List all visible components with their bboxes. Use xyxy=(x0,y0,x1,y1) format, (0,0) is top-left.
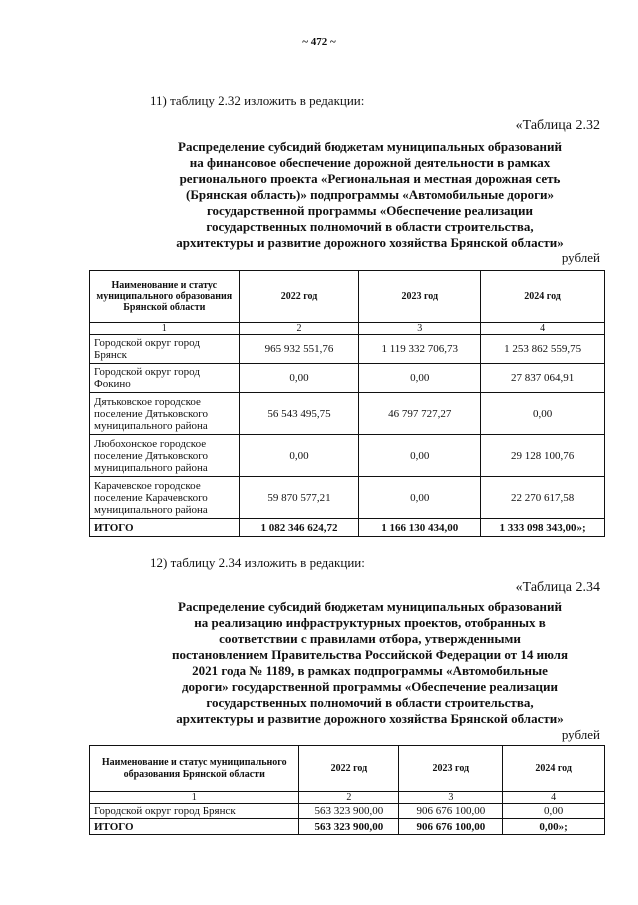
row-value-2024: 0,00 xyxy=(481,393,605,435)
row-value-2022: 563 323 900,00 xyxy=(299,804,399,819)
heading-line: регионального проекта «Региональная и местная дорожная сеть xyxy=(179,171,561,186)
row-name: Городской округ город Брянск xyxy=(90,335,240,364)
instruction-table-2-32: 11) таблицу 2.32 изложить в редакции: xyxy=(150,93,365,108)
total-2022: 1 082 346 624,72 xyxy=(239,519,359,537)
total-label: ИТОГО xyxy=(90,819,299,835)
table-row xyxy=(90,435,605,477)
row-value-2023: 0,00 xyxy=(359,364,481,393)
table-header-row xyxy=(90,271,605,323)
index-cell: 3 xyxy=(359,323,481,335)
heading-line: архитектуры и развитие дорожного хозяйства Брянской области» xyxy=(176,235,564,250)
total-2024: 0,00»; xyxy=(503,819,605,835)
row-name: Городской округ город Фокино xyxy=(90,364,240,393)
instruction-table-2-34: 12) таблицу 2.34 изложить в редакции: xyxy=(150,555,365,570)
row-value-2024: 27 837 064,91 xyxy=(481,364,605,393)
header-2023: 2023 год xyxy=(359,271,481,323)
total-2023: 906 676 100,00 xyxy=(399,819,503,835)
heading-line: на реализацию инфраструктурных проектов, отобранных в xyxy=(194,615,546,630)
table-2-32 xyxy=(89,270,605,537)
row-value-2024: 1 253 862 559,75 xyxy=(481,335,605,364)
row-value-2023: 0,00 xyxy=(359,477,481,519)
header-name: Наименование и статус муниципального образования Брянской области xyxy=(90,271,240,323)
total-2022: 563 323 900,00 xyxy=(299,819,399,835)
index-cell: 2 xyxy=(299,792,399,804)
index-cell: 4 xyxy=(481,323,605,335)
header-2023: 2023 год xyxy=(399,746,503,792)
row-name: Карачевское городское поселение Карачевского муниципального района xyxy=(90,477,240,519)
row-name: Дятьковское городское поселение Дятьковского муниципального района xyxy=(90,393,240,435)
header-2022: 2022 год xyxy=(299,746,399,792)
index-cell: 1 xyxy=(90,323,240,335)
index-row xyxy=(90,323,605,335)
total-2023: 1 166 130 434,00 xyxy=(359,519,481,537)
heading-line: 2021 года № 1189, в рамках подпрограммы «Автомобильные xyxy=(192,663,548,678)
total-label: ИТОГО xyxy=(90,519,240,537)
heading-table-2-34 xyxy=(140,599,600,727)
row-name: Городской округ город Брянск xyxy=(90,804,299,819)
caption-table-2-32: «Таблица 2.32 xyxy=(515,118,600,133)
page-number: ~ 472 ~ xyxy=(302,36,336,48)
unit-label: рублей xyxy=(561,250,600,265)
heading-line: Распределение субсидий бюджетам муниципальных образований xyxy=(178,139,562,154)
row-value-2022: 0,00 xyxy=(239,364,359,393)
table-row xyxy=(90,804,605,819)
header-name: Наименование и статус муниципального образования Брянской области xyxy=(90,746,299,792)
row-value-2022: 0,00 xyxy=(239,435,359,477)
total-2024: 1 333 098 343,00»; xyxy=(481,519,605,537)
row-value-2023: 0,00 xyxy=(359,435,481,477)
heading-table-2-32 xyxy=(140,139,600,251)
index-cell: 3 xyxy=(399,792,503,804)
table-header-row xyxy=(90,746,605,792)
row-value-2024: 29 128 100,76 xyxy=(481,435,605,477)
total-row xyxy=(90,819,605,835)
heading-line: архитектуры и развитие дорожного хозяйства Брянской области» xyxy=(176,711,564,726)
heading-line: постановлением Правительства Российской Федерации от 14 июля xyxy=(171,647,568,662)
heading-line: государственных полномочий в области строительства, xyxy=(206,219,534,234)
index-cell: 2 xyxy=(239,323,359,335)
row-value-2024: 22 270 617,58 xyxy=(481,477,605,519)
heading-line: государственных полномочий в области строительства, xyxy=(206,695,534,710)
table-row xyxy=(90,364,605,393)
header-2024: 2024 год xyxy=(503,746,605,792)
header-2022: 2022 год xyxy=(239,271,359,323)
heading-line: на финансовое обеспечение дорожной деятельности в рамках xyxy=(189,155,551,170)
heading-line: дороги» государственной программы «Обеспечение реализации xyxy=(181,679,559,694)
row-value-2023: 906 676 100,00 xyxy=(399,804,503,819)
index-row xyxy=(90,792,605,804)
row-value-2023: 1 119 332 706,73 xyxy=(359,335,481,364)
heading-line: государственной программы «Обеспечение реализации xyxy=(206,203,534,218)
total-row xyxy=(90,519,605,537)
index-cell: 1 xyxy=(90,792,299,804)
row-value-2022: 56 543 495,75 xyxy=(239,393,359,435)
row-value-2023: 46 797 727,27 xyxy=(359,393,481,435)
table-row xyxy=(90,335,605,364)
index-cell: 4 xyxy=(503,792,605,804)
table-row xyxy=(90,393,605,435)
row-name: Любохонское городское поселение Дятьковского муниципального района xyxy=(90,435,240,477)
heading-line: соответствии с правилами отбора, утвержденными xyxy=(219,631,521,646)
row-value-2024: 0,00 xyxy=(503,804,605,819)
heading-line: (Брянская область)» подпрограммы «Автомобильные дороги» xyxy=(185,187,554,202)
caption-table-2-34: «Таблица 2.34 xyxy=(515,580,600,595)
table-2-34 xyxy=(89,745,605,835)
table-row xyxy=(90,477,605,519)
row-value-2022: 965 932 551,76 xyxy=(239,335,359,364)
row-value-2022: 59 870 577,21 xyxy=(239,477,359,519)
unit-label: рублей xyxy=(561,727,600,742)
header-2024: 2024 год xyxy=(481,271,605,323)
heading-line: Распределение субсидий бюджетам муниципальных образований xyxy=(178,599,562,614)
